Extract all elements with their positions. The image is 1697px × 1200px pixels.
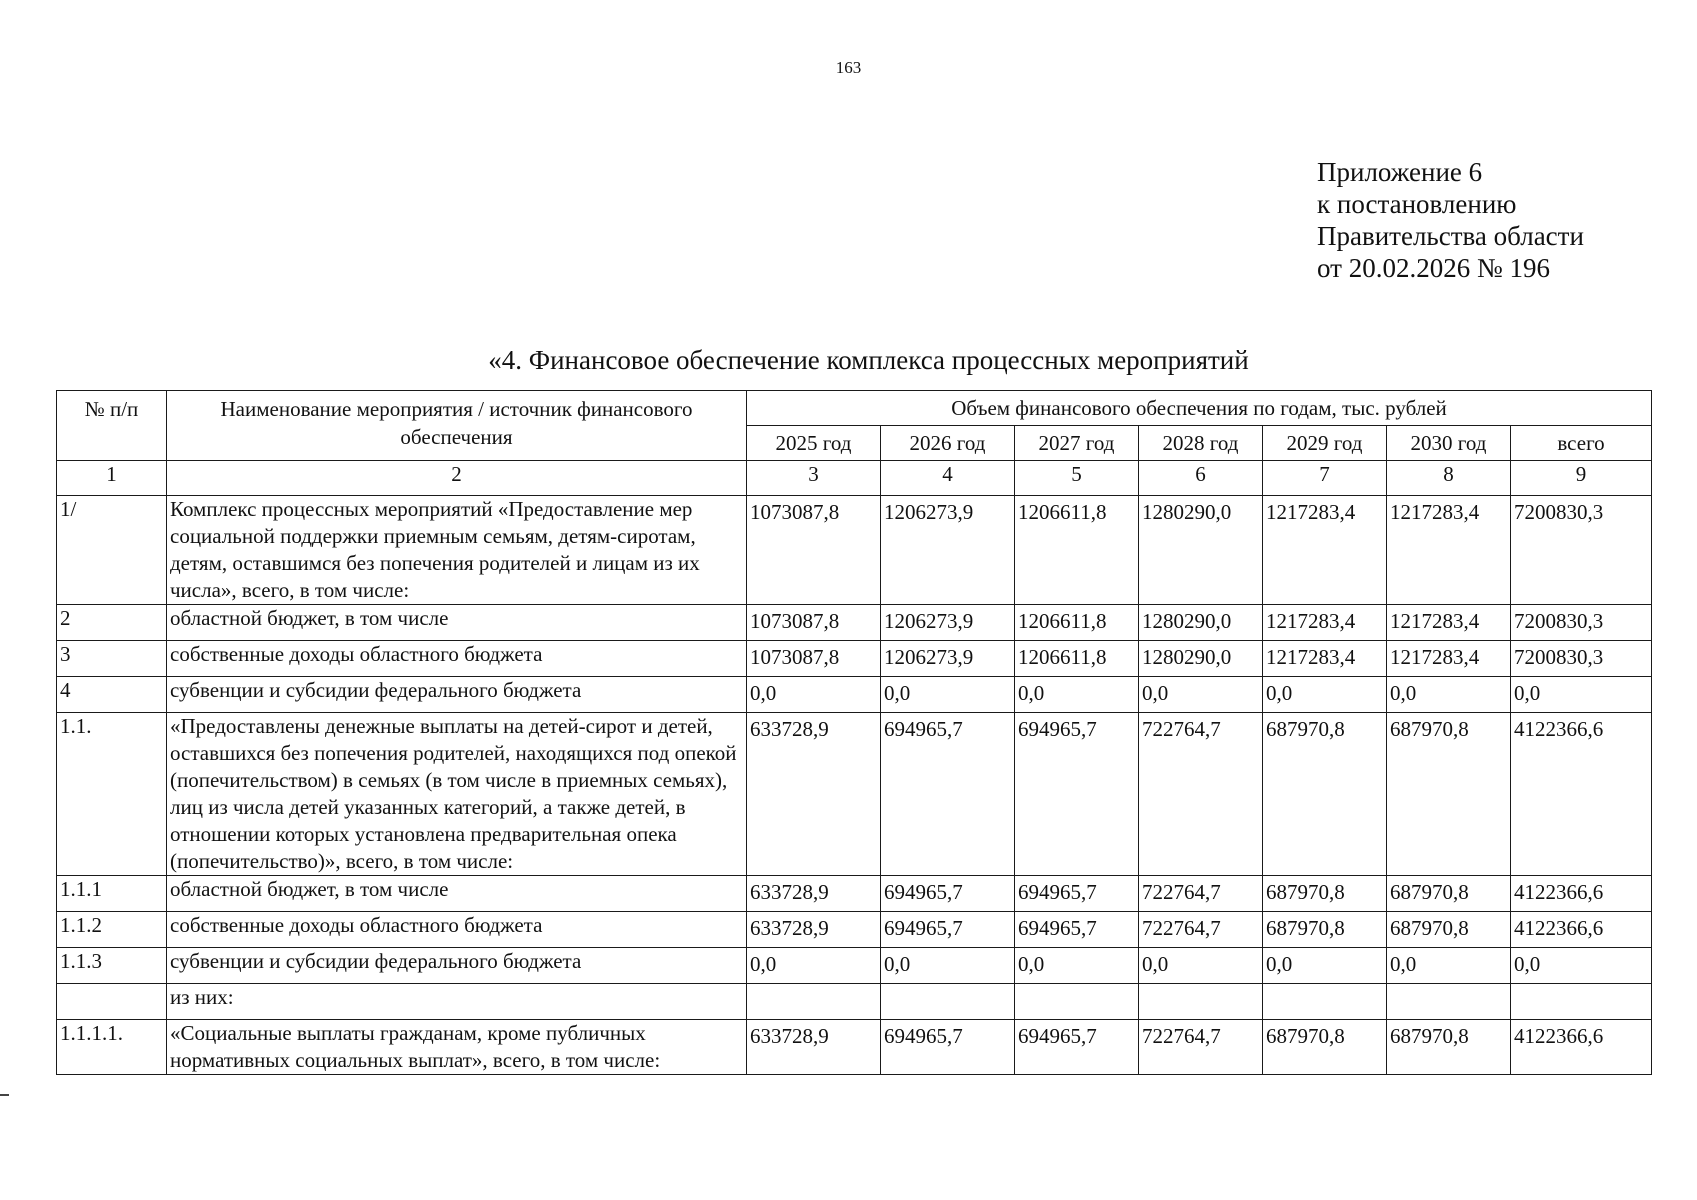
row-value [1387,984,1511,1020]
table-body [57,496,1652,1075]
column-number-1: 1 [57,461,167,496]
row-value: 7200830,3 [1511,641,1652,677]
row-value: 7200830,3 [1511,605,1652,641]
table-row [57,876,1652,912]
row-value: 694965,7 [881,1020,1015,1075]
row-value: 694965,7 [1015,1020,1139,1075]
row-value: 1206611,8 [1015,496,1139,605]
row-name: собственные доходы областного бюджета [167,912,747,948]
column-number-4: 4 [881,461,1015,496]
header-year-3: 2028 год [1139,426,1263,461]
row-value [881,984,1015,1020]
row-value: 687970,8 [1263,1020,1387,1075]
row-value: 1280290,0 [1139,496,1263,605]
row-value: 722764,7 [1139,912,1263,948]
header-year-0: 2025 год [747,426,881,461]
column-number-3: 3 [747,461,881,496]
row-value: 4122366,6 [1511,1020,1652,1075]
row-name: субвенции и субсидии федерального бюджета [167,677,747,713]
annex-line-4: от 20.02.2026 № 196 [1317,253,1550,283]
row-value: 722764,7 [1139,713,1263,876]
row-value: 694965,7 [881,713,1015,876]
table-row [57,912,1652,948]
row-value: 1206273,9 [881,641,1015,677]
table-row [57,605,1652,641]
table-row [57,948,1652,984]
row-number: 1.1.2 [57,912,167,948]
financing-table [56,390,1652,1075]
row-value: 687970,8 [1263,876,1387,912]
column-number-7: 7 [1263,461,1387,496]
row-value: 0,0 [1511,948,1652,984]
row-number: 1.1.3 [57,948,167,984]
row-name: «Предоставлены денежные выплаты на детей-сирот и детей, оставшихся без попечения родителей, находящихся под опекой (попечительством) в семьях (в том числе в приемных семьях), лиц из числа детей указанных категорий, а также детей, в отношении которых установлена предварительная опека (попечительство)», всего, в том числе: [167,713,747,876]
row-value: 633728,9 [747,713,881,876]
row-value [1139,984,1263,1020]
row-value: 1217283,4 [1387,641,1511,677]
row-name: «Социальные выплаты гражданам, кроме публичных нормативных социальных выплат», всего, в том числе: [167,1020,747,1075]
row-value: 1217283,4 [1263,641,1387,677]
row-name: Комплекс процессных мероприятий «Предоставление мер социальной поддержки приемным семьям, детям-сиротам, детям, оставшимся без попечения родителей и лицам из их числа», всего, в том числе: [167,496,747,605]
table-row [57,713,1652,876]
row-number: 2 [57,605,167,641]
row-value: 4122366,6 [1511,912,1652,948]
row-number: 1.1. [57,713,167,876]
annex-block [1317,156,1584,284]
row-value: 687970,8 [1387,713,1511,876]
row-value: 1217283,4 [1387,605,1511,641]
row-value: 0,0 [1263,677,1387,713]
row-value: 687970,8 [1387,912,1511,948]
row-name: областной бюджет, в том числе [167,605,747,641]
row-value: 633728,9 [747,876,881,912]
header-year-2: 2027 год [1015,426,1139,461]
row-value: 694965,7 [881,876,1015,912]
row-number: 1.1.1 [57,876,167,912]
row-value: 1217283,4 [1263,496,1387,605]
row-value: 0,0 [1387,677,1511,713]
table-row [57,677,1652,713]
row-number: 4 [57,677,167,713]
row-value: 687970,8 [1387,1020,1511,1075]
table-title: «4. Финансовое обеспечение комплекса процессных мероприятий [488,345,1249,375]
margin-mark [0,1094,9,1096]
header-year-5: 2030 год [1387,426,1511,461]
row-value: 1073087,8 [747,641,881,677]
row-name: областной бюджет, в том числе [167,876,747,912]
header-name: Наименование мероприятия / источник финансового обеспечения [167,391,747,461]
row-value: 687970,8 [1263,912,1387,948]
row-value: 687970,8 [1387,876,1511,912]
row-value: 0,0 [1015,948,1139,984]
row-value: 1206611,8 [1015,605,1139,641]
table-row [57,496,1652,605]
row-value: 0,0 [1139,677,1263,713]
row-number: 3 [57,641,167,677]
row-value [1511,984,1652,1020]
row-value: 722764,7 [1139,876,1263,912]
row-value: 7200830,3 [1511,496,1652,605]
row-value [1263,984,1387,1020]
row-value: 0,0 [747,677,881,713]
row-value: 1206273,9 [881,496,1015,605]
row-value: 1206273,9 [881,605,1015,641]
column-number-9: 9 [1511,461,1652,496]
row-value: 1073087,8 [747,496,881,605]
page-number: 163 [835,58,862,77]
row-name: из них: [167,984,747,1020]
header-year-1: 2026 год [881,426,1015,461]
annex-line-3: Правительства области [1317,221,1584,251]
row-value: 0,0 [1263,948,1387,984]
row-number: 1/ [57,496,167,605]
row-value: 1280290,0 [1139,641,1263,677]
table-row [57,1020,1652,1075]
table-row [57,641,1652,677]
row-value: 0,0 [1015,677,1139,713]
row-value: 1073087,8 [747,605,881,641]
row-value: 4122366,6 [1511,713,1652,876]
header-num: № п/п [57,391,167,461]
row-value: 1217283,4 [1263,605,1387,641]
row-value: 1217283,4 [1387,496,1511,605]
header-volume: Объем финансового обеспечения по годам, тыс. рублей [747,391,1652,426]
row-value: 1280290,0 [1139,605,1263,641]
annex-line-1: Приложение 6 [1317,157,1483,187]
row-value: 694965,7 [881,912,1015,948]
row-value: 4122366,6 [1511,876,1652,912]
row-value: 1206611,8 [1015,641,1139,677]
row-value: 0,0 [747,948,881,984]
row-value: 722764,7 [1139,1020,1263,1075]
column-numbers-row [57,461,1652,496]
table-row [57,984,1652,1020]
row-value: 687970,8 [1263,713,1387,876]
table-header [57,391,1652,496]
row-number: 1.1.1.1. [57,1020,167,1075]
row-value: 0,0 [1139,948,1263,984]
row-value: 0,0 [881,948,1015,984]
header-year-4: 2029 год [1263,426,1387,461]
column-number-6: 6 [1139,461,1263,496]
row-value: 633728,9 [747,1020,881,1075]
column-number-5: 5 [1015,461,1139,496]
row-value: 0,0 [881,677,1015,713]
row-value [747,984,881,1020]
row-value [1015,984,1139,1020]
row-number [57,984,167,1020]
annex-line-2: к постановлению [1317,189,1517,219]
row-name: субвенции и субсидии федерального бюджета [167,948,747,984]
row-value: 694965,7 [1015,713,1139,876]
row-value: 694965,7 [1015,912,1139,948]
row-name: собственные доходы областного бюджета [167,641,747,677]
row-value: 633728,9 [747,912,881,948]
column-number-2: 2 [167,461,747,496]
header-year-6: всего [1511,426,1652,461]
row-value: 0,0 [1511,677,1652,713]
row-value: 0,0 [1387,948,1511,984]
column-number-8: 8 [1387,461,1511,496]
row-value: 694965,7 [1015,876,1139,912]
